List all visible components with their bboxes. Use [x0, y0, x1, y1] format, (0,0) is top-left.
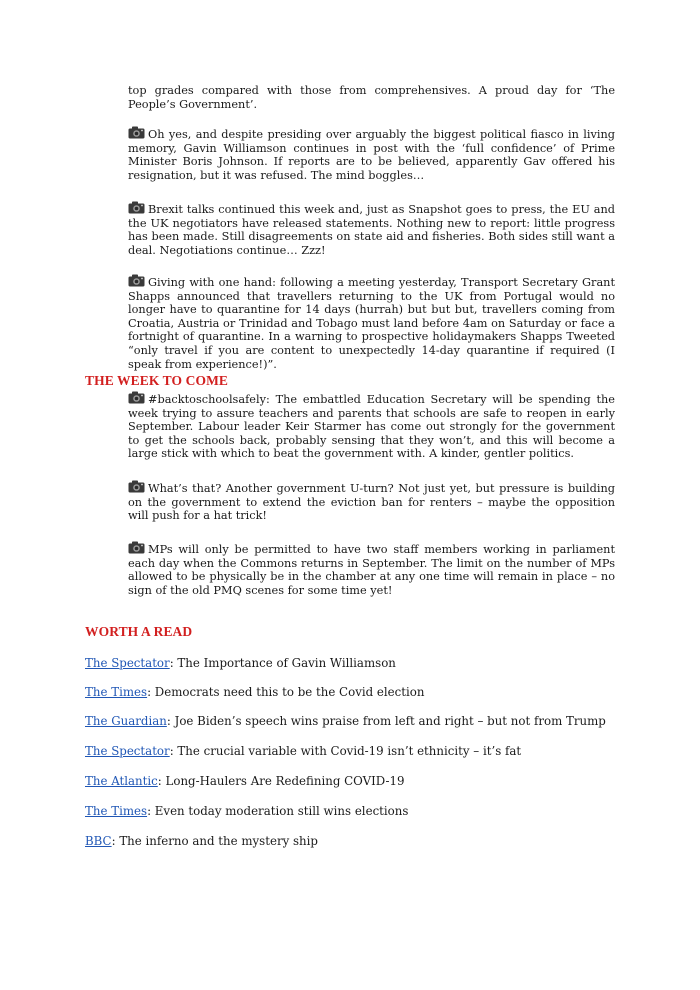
read-title: : The crucial variable with Covid-19 isn’t ethnicity – it’s fat	[169, 744, 522, 758]
read-item	[85, 834, 318, 848]
read-item	[85, 744, 521, 758]
read-title: : The inferno and the mystery ship	[111, 834, 318, 848]
camera-icon	[128, 274, 145, 287]
read-source-link[interactable]: The Spectator	[85, 656, 170, 670]
paragraph-text: #backtoschoolsafely: The embattled Education Secretary will be spending the week trying to assure teachers and parents that schools are safe to reopen in early September. Labour leader Keir Starmer has come out strongly for the government to get the schools back, probably sensing that they won’t, and this will become a large stick with which to beat the government with. A kinder, gentler politics.	[128, 393, 615, 461]
read-item	[85, 656, 396, 670]
paragraph-brexit	[128, 201, 615, 257]
camera-icon	[128, 126, 145, 139]
paragraph-u-turn	[128, 480, 615, 523]
paragraph-backtoschool	[128, 391, 615, 461]
read-title: : Democrats need this to be the Covid election	[147, 685, 425, 699]
paragraph-williamson	[128, 126, 615, 182]
heading-worth-a-read: WORTH A READ	[85, 624, 193, 639]
read-item	[85, 685, 425, 699]
camera-icon	[128, 201, 145, 214]
camera-icon	[128, 480, 145, 493]
read-item	[85, 714, 606, 728]
read-title: : The Importance of Gavin Williamson	[169, 656, 396, 670]
paragraph-text: MPs will only be permitted to have two staff members working in parliament each day when the Commons returns in September. The limit on the number of MPs allowed to be physically be in the chamber at any one time will remain in place – no sign of the old PMQ scenes for some time yet!	[128, 543, 615, 597]
read-source-link[interactable]: The Spectator	[85, 744, 170, 758]
paragraph-text: What’s that? Another government U-turn? Not just yet, but pressure is building on the government to extend the eviction ban for renters – maybe the opposition will push for a hat trick!	[128, 482, 615, 523]
camera-icon	[128, 541, 145, 554]
paragraph-quarantine	[128, 274, 615, 371]
read-source-link[interactable]: The Atlantic	[85, 774, 158, 788]
read-title: : Even today moderation still wins elections	[147, 804, 409, 818]
camera-icon	[128, 391, 145, 404]
paragraph-grades	[128, 84, 615, 111]
read-source-link[interactable]: The Times	[85, 685, 148, 699]
read-source-link[interactable]: BBC	[85, 834, 112, 848]
read-title: : Long-Haulers Are Redefining COVID-19	[157, 774, 405, 788]
read-item	[85, 774, 404, 788]
read-title: : Joe Biden’s speech wins praise from left and right – but not from Trump	[166, 714, 606, 728]
read-source-link[interactable]: The Guardian	[85, 714, 167, 728]
paragraph-text: Oh yes, and despite presiding over arguably the biggest political fiasco in living memory, Gavin Williamson continues in post with the ‘full confidence’ of Prime Minister Boris Johnson. If reports are to be believed, apparently Gav offered his resignation, but it was refused. The mind boggles…	[128, 128, 615, 182]
read-source-link[interactable]: The Times	[85, 804, 148, 818]
paragraph-mps-staff	[128, 541, 615, 597]
paragraph-text: top grades compared with those from comprehensives. A proud day for ‘The People’s Government’.	[128, 84, 615, 111]
paragraph-text: Brexit talks continued this week and, just as Snapshot goes to press, the EU and the UK negotiators have released statements. Nothing new to report: little progress has been made. Still disagreements on state aid and fisheries. Both sides still want a deal. Negotiations continue… Zzz!	[128, 203, 615, 257]
paragraph-text: Giving with one hand: following a meeting yesterday, Transport Secretary Grant Shapps announced that travellers returning to the UK from Portugal would no longer have to quarantine for 14 days (hurrah) but but but, travellers coming from Croatia, Austria or Trinidad and Tobago must land before 4am on Saturday or face a fortnight of quarantine. In a warning to prospective holidaymakers Shapps Tweeted “only travel if you are content to unexpectedly 14-day quarantine if required (I speak from experience!)”.	[128, 276, 615, 371]
heading-week-to-come: THE WEEK TO COME	[85, 373, 229, 388]
read-item	[85, 804, 408, 818]
